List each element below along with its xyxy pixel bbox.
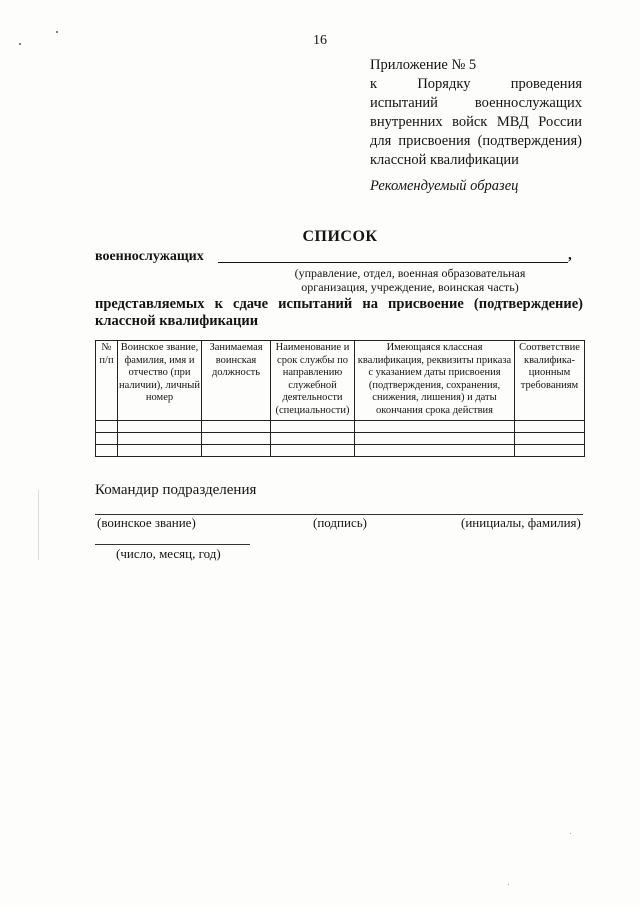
rank-caption: (воинское звание) (97, 515, 196, 530)
appendix-line: для присвоения (подтверждения) (370, 133, 582, 149)
column-header: Имеющаяся классная квалификация, реквизиты приказа с указанием даты присвоения (подтверждения, сохранения, снижения, лишения) и даты окончания срока действия (355, 341, 515, 421)
appendix-line: к Порядку проведения (370, 76, 582, 92)
appendix-line: испытаний военнослужащих (370, 95, 582, 111)
candidates-table (95, 340, 585, 457)
table-header-row (96, 341, 585, 421)
recipients-hint: (управление, отдел, военная образовательная организация, учреждение, воинская часть) (294, 266, 526, 294)
table-cell[interactable] (271, 420, 355, 432)
subtitle-line: представляемых к сдаче испытаний на присвоение (подтверждение) (95, 296, 583, 312)
column-header: № п/п (96, 341, 118, 421)
recipients-comma: , (568, 247, 572, 263)
date-caption: (число, месяц, год) (116, 546, 221, 561)
table-cell[interactable] (118, 420, 202, 432)
commander-label: Командир подразделения (95, 482, 257, 498)
appendix-title: Приложение № 5 (370, 57, 477, 73)
recipients-fill-line (218, 262, 568, 263)
column-header: Наименование и срок службы по направлению служебной деятельности (специальности) (271, 341, 355, 421)
table-row (96, 444, 585, 456)
table-cell[interactable] (118, 444, 202, 456)
document-title: СПИСОК (302, 228, 378, 245)
column-header: Соответствие квалифика-ционным требованиям (515, 341, 585, 421)
date-line (95, 544, 250, 545)
table-cell[interactable] (271, 444, 355, 456)
table-cell[interactable] (271, 432, 355, 444)
table-cell[interactable] (96, 432, 118, 444)
appendix-line: внутренних войск МВД России (370, 114, 582, 130)
appendix-block (370, 56, 582, 170)
list-subtitle (95, 296, 583, 330)
scan-edge-shadow (38, 490, 39, 560)
recipients-label: военнослужащих (95, 249, 204, 264)
scan-speck (19, 43, 21, 45)
sample-label: Рекомендуемый образец (370, 178, 519, 194)
scan-speck (56, 31, 58, 33)
signature-caption: (подпись) (313, 515, 367, 530)
table-row (96, 420, 585, 432)
table-cell[interactable] (515, 420, 585, 432)
column-header: Занимаемая воинская должность (202, 341, 271, 421)
page-number: 16 (313, 33, 327, 48)
table-cell[interactable] (355, 420, 515, 432)
scan-speck (570, 833, 571, 834)
scan-speck (508, 884, 509, 885)
table-row (96, 432, 585, 444)
table-cell[interactable] (355, 432, 515, 444)
table-cell[interactable] (202, 444, 271, 456)
table-cell[interactable] (96, 444, 118, 456)
table-cell[interactable] (515, 432, 585, 444)
table-cell[interactable] (96, 420, 118, 432)
table-cell[interactable] (355, 444, 515, 456)
initials-caption: (инициалы, фамилия) (461, 515, 581, 530)
table-cell[interactable] (118, 432, 202, 444)
appendix-line: классной квалификации (370, 152, 519, 168)
table-cell[interactable] (202, 432, 271, 444)
table-cell[interactable] (515, 444, 585, 456)
subtitle-line: классной квалификации (95, 313, 259, 329)
table-cell[interactable] (202, 420, 271, 432)
column-header: Воинское звание, фамилия, имя и отчество (при наличии), личный номер (118, 341, 202, 421)
